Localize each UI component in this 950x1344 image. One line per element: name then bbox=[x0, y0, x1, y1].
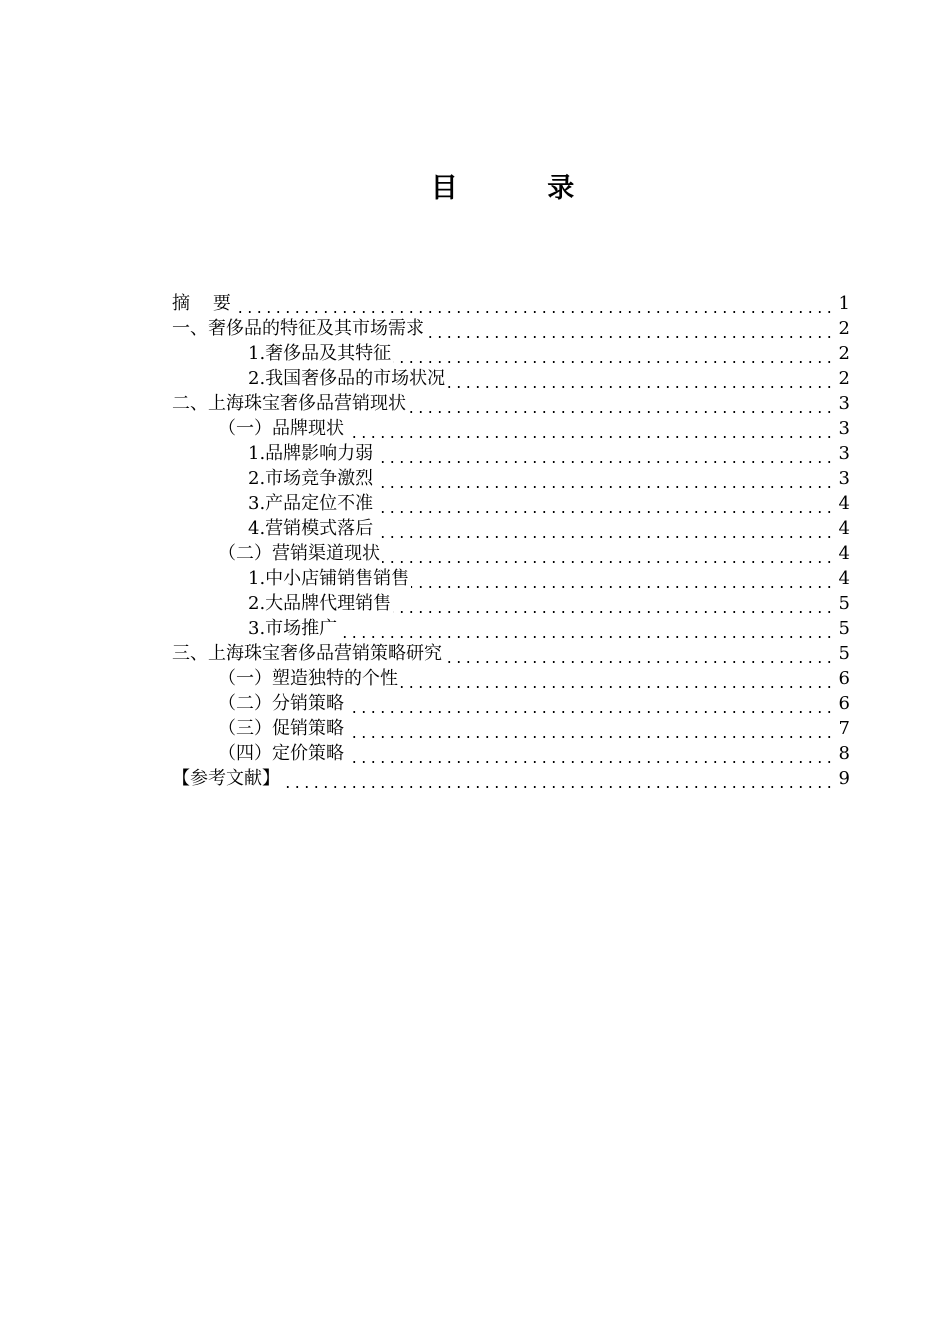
toc-entry-page-number: 3 bbox=[838, 443, 850, 464]
toc-entry[interactable] bbox=[172, 291, 850, 316]
toc-entry-label: 2.大品牌代理销售 bbox=[248, 593, 392, 614]
toc-entry-label: 4.营销模式落后 bbox=[248, 518, 374, 539]
toc-entry[interactable] bbox=[172, 666, 850, 691]
toc-dot-leader bbox=[233, 311, 834, 313]
toc-dot-leader bbox=[408, 411, 834, 413]
toc-entry-label: 二、上海珠宝奢侈品营销现状 bbox=[172, 393, 406, 414]
toc-dot-leader bbox=[339, 636, 834, 638]
toc-entry-label: 1.奢侈品及其特征 bbox=[248, 343, 392, 364]
toc-entry-page-number: 8 bbox=[838, 743, 850, 764]
toc-dot-leader bbox=[393, 361, 834, 363]
toc-entry[interactable] bbox=[172, 591, 850, 616]
toc-dot-leader bbox=[382, 561, 834, 563]
toc-entry-page-number: 3 bbox=[838, 393, 850, 414]
toc-entry[interactable] bbox=[172, 466, 850, 491]
toc-entry-label: 1.中小店铺销售销售 bbox=[248, 568, 410, 589]
toc-entry[interactable] bbox=[172, 416, 850, 441]
toc-entry-label: （四）定价策略 bbox=[218, 743, 344, 764]
toc-entry-page-number: 5 bbox=[838, 618, 850, 639]
toc-entry-label: 一、奢侈品的特征及其市场需求 bbox=[172, 318, 424, 339]
toc-dot-leader bbox=[282, 786, 834, 788]
toc-dot-leader bbox=[375, 461, 834, 463]
toc-entry-label: （一）品牌现状 bbox=[218, 418, 344, 439]
toc-entry-page-number: 5 bbox=[838, 643, 850, 664]
toc-dot-leader bbox=[375, 486, 834, 488]
toc-entry-page-number: 6 bbox=[838, 668, 850, 689]
toc-entry-page-number: 4 bbox=[838, 568, 850, 589]
toc-dot-leader bbox=[447, 386, 834, 388]
toc-entry-label: 3.市场推广 bbox=[248, 618, 338, 639]
toc-entry[interactable] bbox=[172, 441, 850, 466]
toc-entry-page-number: 3 bbox=[838, 468, 850, 489]
toc-entry-label: 【参考文献】 bbox=[172, 768, 280, 789]
toc-entry-page-number: 6 bbox=[838, 693, 850, 714]
toc-entry-page-number: 9 bbox=[838, 768, 850, 789]
toc-dot-leader bbox=[444, 661, 834, 663]
toc-entry-label: （一）塑造独特的个性 bbox=[218, 668, 398, 689]
toc-entry-label: （二）分销策略 bbox=[218, 693, 344, 714]
toc-entry[interactable] bbox=[172, 616, 850, 641]
toc-entry-page-number: 4 bbox=[838, 493, 850, 514]
toc-entry[interactable] bbox=[172, 341, 850, 366]
toc-entry-page-number: 3 bbox=[838, 418, 850, 439]
toc-entry[interactable] bbox=[172, 766, 850, 791]
toc-entry[interactable] bbox=[172, 491, 850, 516]
toc-entry-page-number: 2 bbox=[838, 343, 850, 364]
toc-dot-leader bbox=[346, 761, 834, 763]
toc-entry[interactable] bbox=[172, 391, 850, 416]
toc-entry-label: 1.品牌影响力弱 bbox=[248, 443, 374, 464]
toc-entry-page-number: 1 bbox=[838, 293, 850, 314]
toc-dot-leader bbox=[346, 436, 834, 438]
toc-entry-page-number: 4 bbox=[838, 543, 850, 564]
toc-entry[interactable] bbox=[172, 316, 850, 341]
toc-dot-leader bbox=[375, 536, 834, 538]
toc-entry-label: 摘 要 bbox=[172, 293, 231, 314]
toc-dot-leader bbox=[400, 686, 834, 688]
toc-entry-page-number: 5 bbox=[838, 593, 850, 614]
toc-entry[interactable] bbox=[172, 366, 850, 391]
toc-entry-label: 3.产品定位不准 bbox=[248, 493, 374, 514]
toc-dot-leader bbox=[411, 586, 834, 588]
toc-entry-label: （三）促销策略 bbox=[218, 718, 344, 739]
toc-entry-page-number: 2 bbox=[838, 368, 850, 389]
toc-entry[interactable] bbox=[172, 516, 850, 541]
toc-entry[interactable] bbox=[172, 541, 850, 566]
toc-entry[interactable] bbox=[172, 641, 850, 666]
table-of-contents bbox=[172, 291, 850, 791]
toc-entry-label: （二）营销渠道现状 bbox=[218, 543, 380, 564]
toc-dot-leader bbox=[393, 611, 834, 613]
toc-dot-leader bbox=[375, 511, 834, 513]
toc-entry-page-number: 4 bbox=[838, 518, 850, 539]
toc-entry[interactable] bbox=[172, 691, 850, 716]
toc-entry[interactable] bbox=[172, 716, 850, 741]
toc-entry-page-number: 7 bbox=[838, 718, 850, 739]
toc-dot-leader bbox=[426, 336, 834, 338]
toc-entry[interactable] bbox=[172, 566, 850, 591]
toc-entry[interactable] bbox=[172, 741, 850, 766]
toc-entry-page-number: 2 bbox=[838, 318, 850, 339]
toc-entry-label: 2.我国奢侈品的市场状况 bbox=[248, 368, 446, 389]
toc-dot-leader bbox=[346, 736, 834, 738]
toc-entry-label: 三、上海珠宝奢侈品营销策略研究 bbox=[172, 643, 442, 664]
page-title: 目 录 bbox=[430, 173, 615, 204]
toc-dot-leader bbox=[346, 711, 834, 713]
toc-entry-label: 2.市场竞争激烈 bbox=[248, 468, 374, 489]
